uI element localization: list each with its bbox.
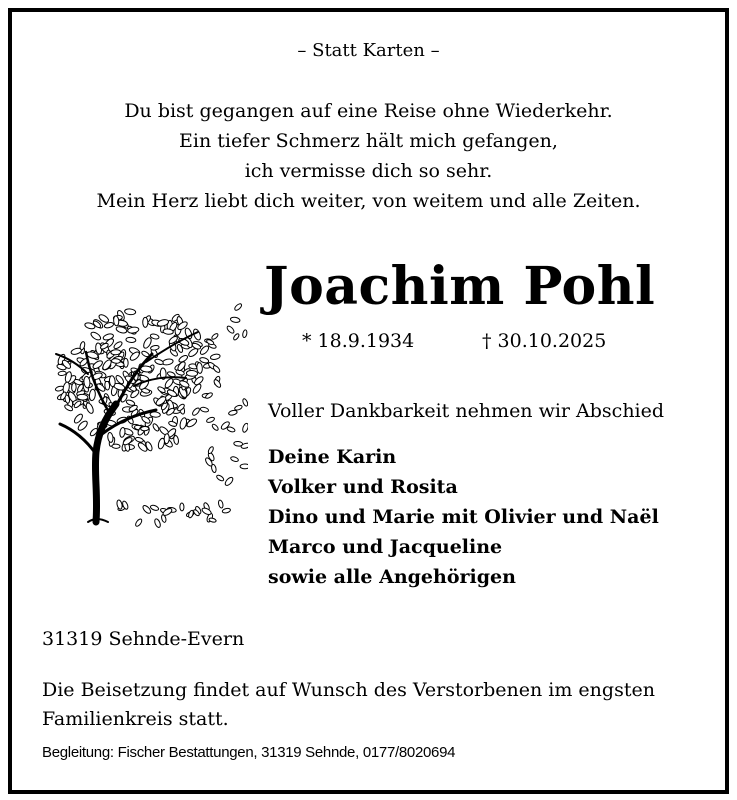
deceased-name: Joachim Pohl [264, 256, 656, 317]
poem-line: Ein tiefer Schmerz hält mich gefangen, [179, 130, 558, 152]
birth-date: * 18.9.1934 [302, 330, 415, 352]
burial-line: Die Beisetzung findet auf Wunsch des Verstorbenen im engsten [42, 679, 655, 701]
burial-notice [42, 676, 655, 734]
place-line: 31319 Sehnde-Evern [42, 628, 245, 650]
mourner-item: Deine Karin [268, 446, 397, 468]
mourner-item: Volker und Rosita [268, 476, 458, 498]
funeral-home-footer: Begleitung: Fischer Bestattungen, 31319 Sehnde, 0177/8020694 [42, 744, 456, 761]
death-date: † 30.10.2025 [482, 330, 607, 352]
wind-blown-tree-icon [38, 274, 248, 534]
mourners-list [268, 442, 659, 592]
memorial-poem [12, 96, 725, 216]
statt-karten-header: – Statt Karten – [297, 40, 440, 61]
mourner-item: Dino und Marie mit Olivier und Naël [268, 506, 659, 528]
mourner-item: sowie alle Angehörigen [268, 566, 516, 588]
poem-line: Du bist gegangen auf eine Reise ohne Wiederkehr. [124, 100, 613, 122]
thanks-line: Voller Dankbarkeit nehmen wir Abschied [268, 400, 665, 422]
poem-line: Mein Herz liebt dich weiter, von weitem und alle Zeiten. [96, 190, 641, 212]
mourner-item: Marco und Jacqueline [268, 536, 503, 558]
poem-line: ich vermisse dich so sehr. [244, 160, 493, 182]
obituary-notice [8, 8, 729, 794]
burial-line: Familienkreis statt. [42, 708, 229, 730]
